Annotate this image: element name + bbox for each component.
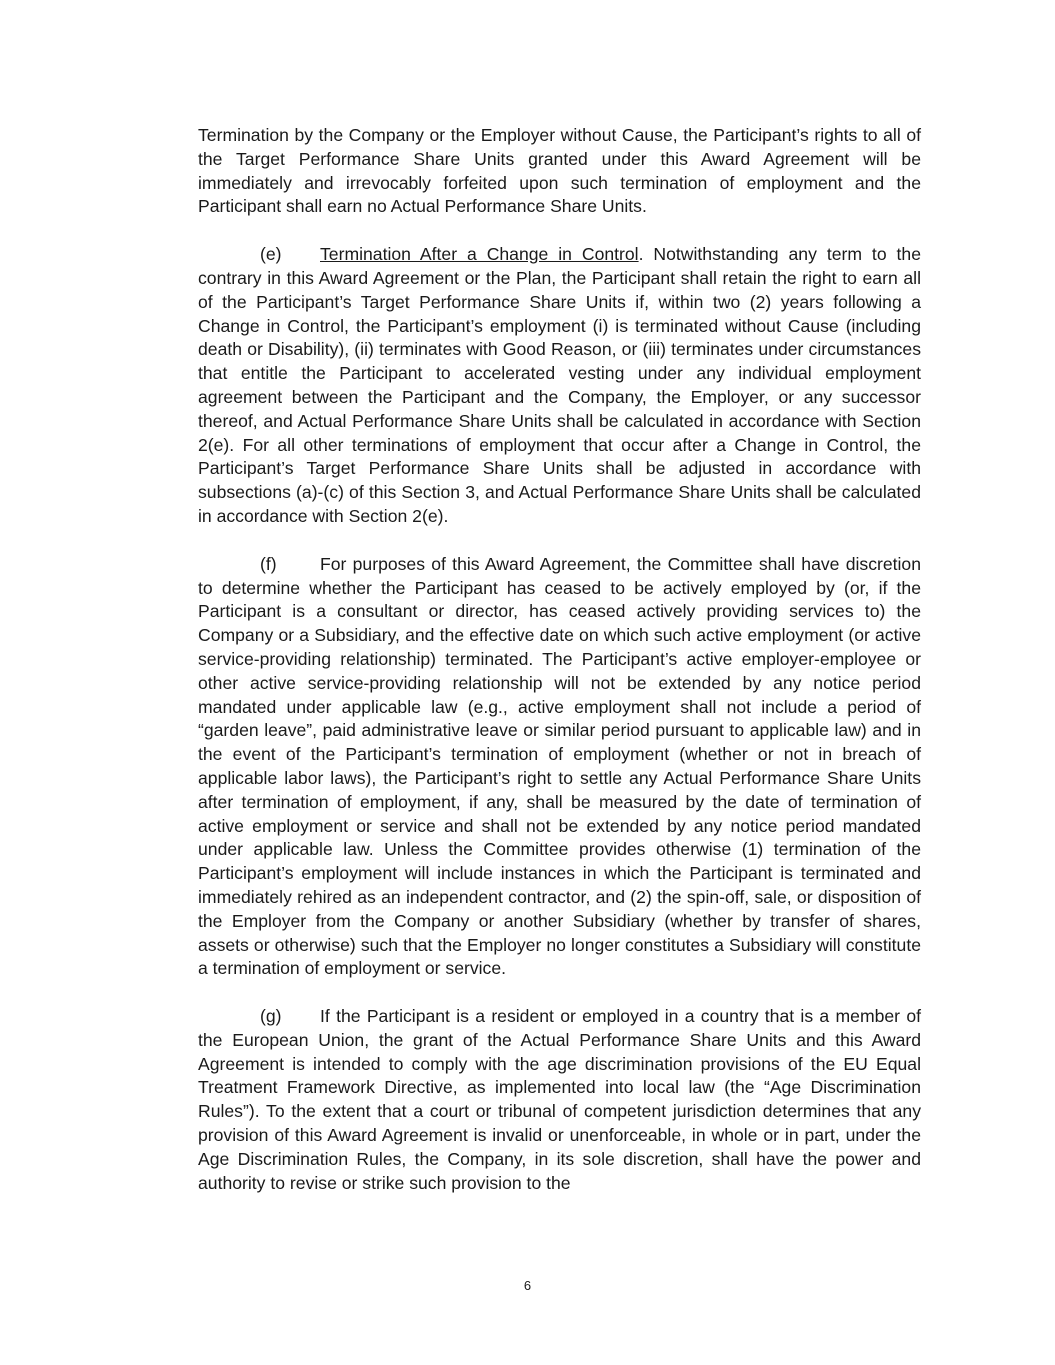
paragraph-f-marker: (f)	[260, 553, 277, 574]
paragraph-f-text: For purposes of this Award Agreement, the Committee shall have discretion to determine whether the Participant has ceased to be actively employed by (or, if the Participant is a consultant or director, has ceased actively providing services to) the Company or a Subsidiary, and the effective date on which such active employment (or active service-providing relationship) terminated. The Participant’s active employer-employee or other active service-providing relationship will not be extended by any notice period mandated under applicable law (e.g., active employment shall not include a period of “garden leave”, paid administrative leave or similar period pursuant to applicable law) and in the event of the Participant’s termination of employment (whether or not in breach of applicable labor laws), the Participant’s right to settle any Actual Performance Share Units after termination of employment, if any, shall be measured by the date of termination of active employment or service and shall not be extended by any notice period mandated under applicable law. Unless the Committee provides otherwise (1) termination of the Participant’s employment will include instances in which the Participant is terminated and immediately rehired as an independent contractor, and (2) the spin-off, sale, or disposition of the Employer from the Company or another Subsidiary (whether by transfer of shares, assets or otherwise) such that the Employer no longer constitutes a Subsidiary will constitute a termination of employment or service.	[198, 553, 921, 979]
paragraph-g-text: If the Participant is a resident or employed in a country that is a member of the European Union, the grant of the Actual Performance Share Units and this Award Agreement is intended to comply with the age discrimination provisions of the EU Equal Treatment Framework Directive, as implemented into local law (the “Age Discrimination Rules”). To the extent that a court or tribunal of competent jurisdiction determines that any provision of this Award Agreement is invalid or unenforceable, in whole or in part, under the Age Discrimination Rules, the Company, in its sole discretion, shall have the power and authority to revise or strike such provision to the	[198, 1006, 921, 1193]
paragraph-e-marker: (e)	[260, 244, 282, 265]
paragraph-continuation	[198, 124, 921, 219]
paragraph-e-heading: Termination After a Change in Control	[320, 244, 639, 265]
document-page	[198, 124, 921, 1219]
paragraph-continuation-text: Termination by the Company or the Employer without Cause, the Participant’s rights to all of the Target Performance Share Units granted under this Award Agreement will be immediately and irrevocably forfeited upon such termination of employment and the Participant shall earn no Actual Performance Share Units.	[198, 125, 921, 217]
paragraph-e	[198, 243, 921, 529]
page-number: 6	[523, 1278, 532, 1293]
paragraph-f	[198, 553, 921, 981]
paragraph-g	[198, 1005, 921, 1195]
paragraph-g-marker: (g)	[260, 1006, 282, 1027]
paragraph-e-text: . Notwithstanding any term to the contrary in this Award Agreement or the Plan, the Participant shall retain the right to earn all of the Participant’s Target Performance Share Units if, within two (2) years following a Change in Control, the Participant’s employment (i) is terminated without Cause (including death or Disability), (ii) terminates with Good Reason, or (iii) terminates under circumstances that entitle the Participant to accelerated vesting under any individual employment agreement between the Participant and the Company, the Employer, or any successor thereof, and Actual Performance Share Units shall be calculated in accordance with Section 2(e). For all other terminations of employment that occur after a Change in Control, the Participant’s Target Performance Share Units shall be adjusted in accordance with subsections (a)-(c) of this Section 3, and Actual Performance Share Units shall be calculated in accordance with Section 2(e).	[198, 244, 921, 526]
